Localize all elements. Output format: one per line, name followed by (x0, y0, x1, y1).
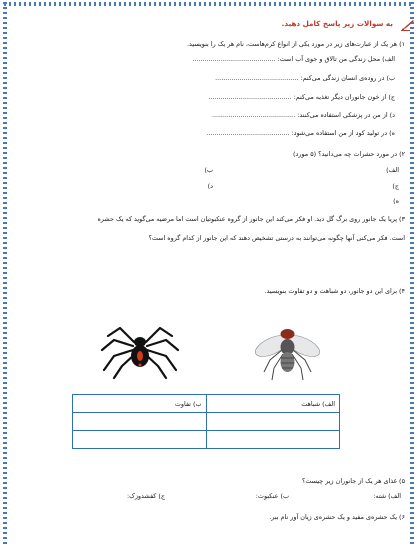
question-3-line-2: است. فکر می‌کنی آنها چگونه می‌توانند به درستی تشخیص دهند که این جانور از کدام گروه است؟ (148, 234, 405, 242)
question-2-answer-d: د) (207, 182, 213, 190)
difference-cell-2[interactable] (73, 431, 207, 449)
similarity-cell-1[interactable] (206, 413, 340, 431)
question-6-prompt: ۶) یک حشره‌ی مفید و یک حشره‌ی زیان آور نام ببر. (269, 513, 405, 521)
question-2-answer-e: ه) (393, 197, 399, 205)
question-5-item-c: ج) کفشدوزک: (126, 492, 165, 500)
question-1-item-c: ج) از خون جانوران دیگر تغذیه می‌کنم: ......................................... (208, 93, 395, 101)
similarities-header: الف) شباهت (206, 395, 340, 413)
question-1-item-a: الف) محل زندگی من تالاق و جوی آب است: ......................................... (192, 55, 395, 63)
question-5-item-b: ب) عنکبوت: (255, 492, 289, 500)
left-decorative-border (3, 2, 7, 547)
question-1-prompt: ۱) هر یک از عبارت‌های زیر در مورد یکی از انواع کرم‌هاست، نام هر یک را بنویسید. (187, 40, 405, 48)
question-2-answer-a: الف) (386, 166, 399, 174)
question-3-line-1: ۳) پریا یک جانور روی برگ گل دید. او فکر می‌کند این جانور از گروه عنکبوتیان است اما مرضیه می‌گوید که یک حشره (97, 215, 405, 223)
similarities-differences-table (72, 394, 340, 449)
difference-cell-1[interactable] (73, 413, 207, 431)
question-2-answer-b: ب) (204, 166, 213, 174)
question-2-prompt: ۲) در مورد حشرات چه می‌دانید؟ (۵ مورد) (293, 150, 405, 158)
worksheet-content (10, 0, 405, 547)
question-1-item-d: د) از من در پزشکی استفاده می‌کنند: ......................................... (211, 111, 395, 119)
question-5-prompt: ۵) غذای هر یک از جانوران زیر چیست؟ (301, 477, 405, 485)
differences-header: ب) تفاوت (73, 395, 207, 413)
question-5-item-a: الف) شته: (373, 492, 401, 500)
question-4-prompt: ۴) برای این دو جانور، دو شباهت و دو تفاوت بنویسید. (264, 287, 405, 295)
fly-image (250, 320, 325, 382)
instructions-heading: به سوالات زیر پاسخ کامل دهید. (281, 19, 393, 28)
similarity-cell-2[interactable] (206, 431, 340, 449)
question-2-answer-c: ج) (392, 182, 399, 190)
right-decorative-border (410, 2, 414, 547)
spider-image (100, 316, 180, 380)
question-1-item-e: ه) در تولید کود از من استفاده می‌شود: ......................................... (206, 129, 395, 137)
question-1-item-b: ب) در روده‌ی انسان زندگی می‌کنم: ......................................... (215, 74, 395, 82)
